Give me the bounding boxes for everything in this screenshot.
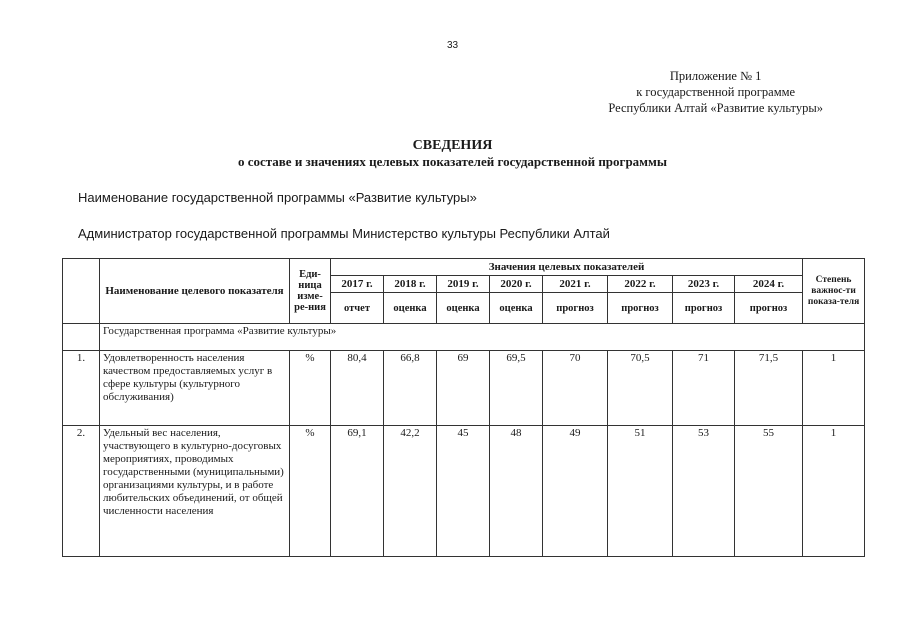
- appendix-line-2: к государственной программе: [636, 85, 796, 99]
- section-title: Государственная программа «Развитие культуры»: [100, 324, 865, 351]
- year-header: 2021 г.: [543, 276, 608, 293]
- value-cell: 55: [735, 426, 803, 557]
- program-name-line: Наименование государственной программы «Развитие культуры»: [78, 190, 477, 205]
- indicators-table: [62, 258, 865, 557]
- year-header: 2022 г.: [608, 276, 673, 293]
- value-cell: 51: [608, 426, 673, 557]
- table-row: [63, 351, 865, 426]
- unit-cell: %: [290, 426, 331, 557]
- appendix-line-1: Приложение № 1: [669, 69, 762, 83]
- unit-cell: %: [290, 351, 331, 426]
- status-header: прогноз: [735, 293, 803, 324]
- value-cell: 69,1: [331, 426, 384, 557]
- document-title: [0, 138, 905, 170]
- year-header: 2019 г.: [437, 276, 490, 293]
- unit-header: Еди-ница изме-ре-ния: [290, 259, 331, 324]
- value-cell: 48: [490, 426, 543, 557]
- value-cell: 70: [543, 351, 608, 426]
- value-cell: 45: [437, 426, 490, 557]
- page-number: 33: [446, 40, 459, 51]
- weight-cell: 1: [803, 351, 865, 426]
- num-header: [63, 259, 100, 324]
- value-cell: 70,5: [608, 351, 673, 426]
- section-num-cell: [63, 324, 100, 351]
- status-header: оценка: [490, 293, 543, 324]
- title-line-1: СВЕДЕНИЯ: [412, 138, 493, 153]
- name-header: Наименование целевого показателя: [100, 259, 290, 324]
- status-header: оценка: [437, 293, 490, 324]
- year-header: 2020 г.: [490, 276, 543, 293]
- value-cell: 69,5: [490, 351, 543, 426]
- status-header: отчет: [331, 293, 384, 324]
- values-group-header: Значения целевых показателей: [331, 259, 803, 276]
- year-header: 2017 г.: [331, 276, 384, 293]
- appendix-block: [608, 68, 823, 116]
- title-line-2: о составе и значениях целевых показателей государственной программы: [237, 154, 668, 169]
- value-cell: 42,2: [384, 426, 437, 557]
- appendix-line-3: Республики Алтай «Развитие культуры»: [608, 101, 823, 115]
- value-cell: 49: [543, 426, 608, 557]
- status-header: прогноз: [543, 293, 608, 324]
- weight-header: Степень важнос-ти показа-теля: [803, 259, 865, 324]
- status-header: прогноз: [608, 293, 673, 324]
- indicator-name: Удовлетворенность населения качеством предоставляемых услуг в сфере культуры (культурного обслуживания): [100, 351, 290, 426]
- year-header: 2024 г.: [735, 276, 803, 293]
- value-cell: 53: [673, 426, 735, 557]
- value-cell: 80,4: [331, 351, 384, 426]
- row-number: 1.: [63, 351, 100, 426]
- year-header: 2018 г.: [384, 276, 437, 293]
- row-number: 2.: [63, 426, 100, 557]
- status-header: оценка: [384, 293, 437, 324]
- section-row: [63, 324, 865, 351]
- year-header: 2023 г.: [673, 276, 735, 293]
- weight-cell: 1: [803, 426, 865, 557]
- indicator-name: Удельный вес населения, участвующего в культурно-досуговых мероприятиях, проводимых государственными (муниципальными) организациями культуры, и в работе любительских объединений, от общей численности населения: [100, 426, 290, 557]
- value-cell: 71: [673, 351, 735, 426]
- value-cell: 69: [437, 351, 490, 426]
- value-cell: 66,8: [384, 351, 437, 426]
- status-header: прогноз: [673, 293, 735, 324]
- administrator-line: Администратор государственной программы Министерство культуры Республики Алтай: [78, 226, 610, 241]
- value-cell: 71,5: [735, 351, 803, 426]
- table-row: [63, 426, 865, 557]
